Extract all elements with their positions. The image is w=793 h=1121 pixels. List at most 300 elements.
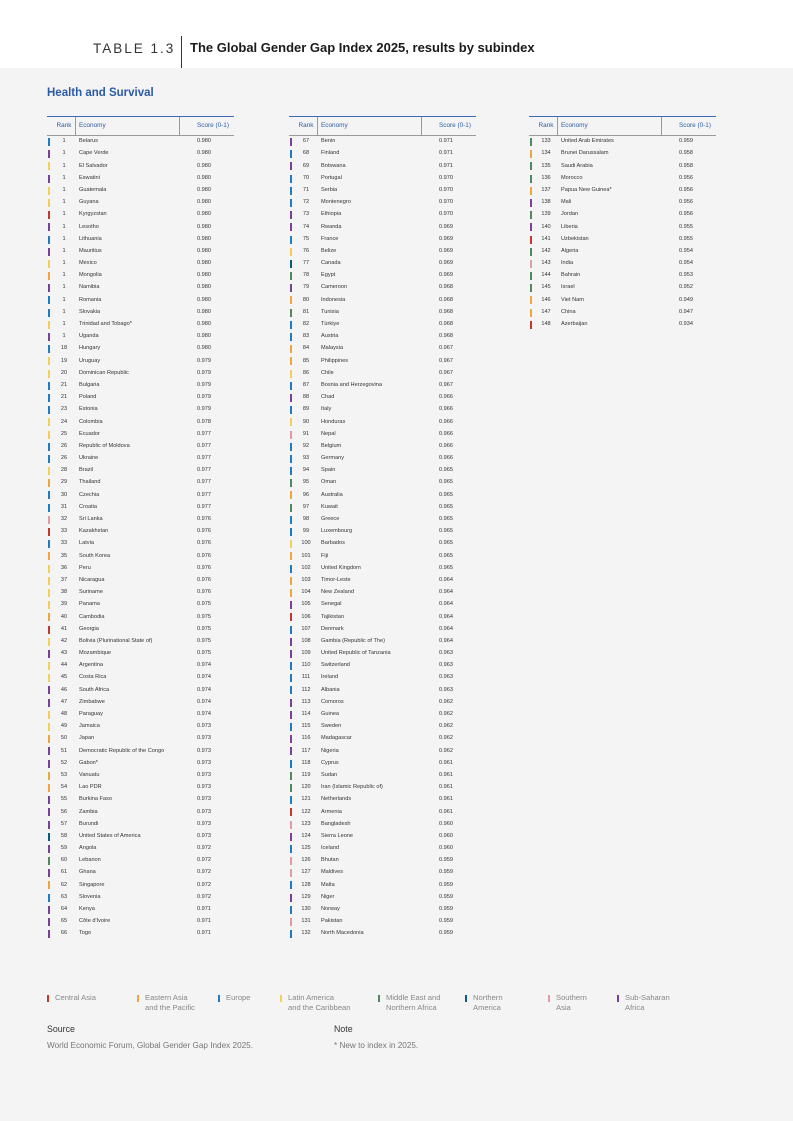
table-row bbox=[47, 538, 234, 550]
rank-cell: 52 bbox=[60, 759, 68, 766]
region-color-marker bbox=[290, 455, 292, 463]
score-cell: 0.980 bbox=[197, 174, 211, 181]
rank-cell: 62 bbox=[60, 881, 68, 888]
economy-cell: Czechia bbox=[79, 491, 100, 498]
region-color-marker bbox=[48, 138, 50, 146]
table-row bbox=[47, 465, 234, 477]
score-cell: 0.954 bbox=[679, 260, 693, 267]
table-row bbox=[289, 502, 476, 514]
economy-cell: Nepal bbox=[321, 430, 336, 437]
rank-cell: 119 bbox=[301, 771, 311, 778]
region-color-marker bbox=[290, 918, 292, 926]
economy-cell: France bbox=[321, 235, 339, 242]
table-row bbox=[47, 477, 234, 489]
economy-cell: Greece bbox=[321, 516, 340, 522]
score-cell: 0.979 bbox=[197, 394, 211, 401]
region-color-marker bbox=[48, 699, 50, 707]
region-color-marker bbox=[530, 248, 532, 256]
economy-cell: Slovakia bbox=[79, 308, 101, 315]
economy-cell: Bosnia and Herzegovina bbox=[321, 381, 382, 388]
economy-cell: Singapore bbox=[79, 881, 105, 888]
rank-cell: 58 bbox=[60, 832, 68, 839]
economy-cell: Jordan bbox=[561, 211, 579, 218]
region-color-marker bbox=[48, 674, 50, 682]
rank-cell: 54 bbox=[60, 784, 68, 791]
region-color-marker bbox=[48, 162, 50, 170]
rank-cell: 20 bbox=[60, 369, 68, 376]
rank-cell: 35 bbox=[60, 552, 68, 559]
table-row bbox=[529, 270, 716, 282]
rank-cell: 98 bbox=[302, 516, 310, 522]
score-cell: 0.976 bbox=[197, 589, 211, 596]
table-row bbox=[47, 575, 234, 587]
score-cell: 0.949 bbox=[679, 296, 693, 303]
economy-cell: Montenegro bbox=[321, 199, 351, 206]
region-color-marker bbox=[48, 906, 50, 914]
score-cell: 0.980 bbox=[197, 333, 211, 340]
economy-cell: Togo bbox=[79, 930, 92, 937]
rank-cell: 132 bbox=[301, 930, 311, 937]
region-color-marker bbox=[290, 211, 292, 219]
economy-cell: Guatemala bbox=[79, 186, 107, 193]
economy-cell: Maldives bbox=[321, 869, 344, 876]
table-row bbox=[289, 160, 476, 172]
economy-cell: Pakistan bbox=[321, 918, 343, 925]
economy-cell: Iceland bbox=[321, 845, 340, 852]
region-color-marker bbox=[48, 187, 50, 195]
score-cell: 0.965 bbox=[439, 467, 453, 474]
rank-cell: 137 bbox=[541, 186, 551, 193]
table-row bbox=[289, 258, 476, 270]
source-heading: Source bbox=[47, 1024, 75, 1034]
economy-cell: India bbox=[561, 260, 574, 267]
region-color-marker bbox=[48, 589, 50, 597]
table-row bbox=[289, 355, 476, 367]
score-cell: 0.956 bbox=[679, 186, 693, 193]
table-row bbox=[289, 855, 476, 867]
rank-cell: 45 bbox=[60, 674, 68, 681]
economy-cell: Latvia bbox=[79, 540, 94, 547]
rank-cell: 79 bbox=[302, 284, 310, 291]
rank-cell: 1 bbox=[62, 296, 66, 303]
economy-cell: Angola bbox=[79, 845, 97, 852]
economy-cell: Brunei Darussalam bbox=[561, 150, 609, 157]
rank-cell: 1 bbox=[62, 284, 66, 291]
region-color-marker bbox=[290, 357, 292, 365]
score-cell: 0.974 bbox=[197, 698, 211, 705]
score-cell: 0.969 bbox=[439, 235, 453, 242]
table-row bbox=[47, 636, 234, 648]
score-cell: 0.966 bbox=[439, 430, 453, 437]
score-cell: 0.975 bbox=[197, 601, 211, 608]
economy-header: Economy bbox=[561, 122, 588, 129]
economy-cell: Rwanda bbox=[321, 223, 342, 230]
score-cell: 0.959 bbox=[439, 881, 453, 888]
economy-cell: Iran (Islamic Republic of) bbox=[321, 784, 383, 791]
region-color-marker bbox=[48, 869, 50, 877]
score-cell: 0.963 bbox=[439, 686, 453, 693]
table-label: TABLE 1.3 bbox=[93, 41, 176, 56]
region-color-marker bbox=[530, 223, 532, 231]
table-row bbox=[47, 709, 234, 721]
economy-cell: Nicaragua bbox=[79, 576, 105, 583]
economy-cell: Jamaica bbox=[79, 723, 100, 730]
table-row bbox=[529, 294, 716, 306]
economy-cell: Switzerland bbox=[321, 662, 350, 669]
region-color-marker bbox=[290, 150, 292, 158]
region-color-marker bbox=[48, 394, 50, 402]
table-row bbox=[289, 294, 476, 306]
region-color-marker bbox=[48, 735, 50, 743]
rank-cell: 141 bbox=[541, 235, 551, 242]
region-color-marker bbox=[48, 370, 50, 378]
score-cell: 0.965 bbox=[439, 491, 453, 498]
region-color-marker bbox=[290, 175, 292, 183]
score-cell: 0.979 bbox=[197, 406, 211, 413]
economy-cell: Philippines bbox=[321, 357, 349, 364]
score-cell: 0.961 bbox=[439, 808, 453, 815]
economy-cell: Egypt bbox=[321, 272, 336, 279]
rank-cell: 56 bbox=[60, 808, 68, 815]
score-cell: 0.968 bbox=[439, 308, 453, 315]
table-header bbox=[289, 116, 476, 136]
region-color-marker bbox=[290, 199, 292, 207]
rank-cell: 1 bbox=[62, 150, 66, 157]
economy-cell: Cameroon bbox=[321, 284, 348, 291]
legend-label: Central Asia bbox=[55, 993, 96, 1002]
economy-cell: Georgia bbox=[79, 625, 99, 632]
score-cell: 0.960 bbox=[439, 845, 453, 852]
table-row bbox=[47, 331, 234, 343]
region-color-marker bbox=[48, 552, 50, 560]
score-cell: 0.965 bbox=[439, 479, 453, 486]
rank-cell: 95 bbox=[302, 479, 310, 486]
rank-cell: 40 bbox=[60, 613, 68, 620]
score-cell: 0.954 bbox=[679, 247, 693, 254]
economy-cell: Malaysia bbox=[321, 345, 344, 352]
table-row bbox=[289, 806, 476, 818]
score-cell: 0.961 bbox=[439, 796, 453, 803]
economy-cell: Ethiopia bbox=[321, 211, 342, 218]
score-cell: 0.972 bbox=[197, 893, 211, 900]
region-color-marker bbox=[48, 150, 50, 158]
economy-cell: Eswatini bbox=[79, 174, 100, 181]
economy-cell: Mexico bbox=[79, 260, 97, 267]
table-row bbox=[289, 331, 476, 343]
economy-cell: Canada bbox=[321, 260, 341, 267]
score-cell: 0.970 bbox=[439, 186, 453, 193]
legend-swatch bbox=[378, 995, 380, 1002]
score-cell: 0.974 bbox=[197, 711, 211, 717]
economy-cell: Chad bbox=[321, 394, 335, 401]
region-color-marker bbox=[290, 333, 292, 341]
region-color-marker bbox=[48, 796, 50, 804]
legend-swatch bbox=[465, 995, 467, 1002]
economy-cell: Madagascar bbox=[321, 735, 352, 742]
region-color-marker bbox=[48, 516, 50, 524]
table-row bbox=[47, 794, 234, 806]
score-cell: 0.959 bbox=[439, 930, 453, 937]
table-row bbox=[47, 672, 234, 684]
table-row bbox=[289, 721, 476, 733]
economy-cell: Timor-Leste bbox=[321, 576, 351, 583]
economy-cell: Croatia bbox=[79, 503, 98, 510]
rank-cell: 108 bbox=[301, 637, 311, 644]
score-cell: 0.958 bbox=[679, 150, 693, 157]
region-color-marker bbox=[290, 845, 292, 853]
region-color-marker bbox=[48, 455, 50, 463]
score-cell: 0.980 bbox=[197, 186, 211, 193]
rank-cell: 99 bbox=[302, 528, 310, 535]
economy-cell: Japan bbox=[79, 735, 95, 742]
legend-swatch bbox=[548, 995, 550, 1002]
rank-cell: 31 bbox=[60, 503, 68, 510]
economy-cell: Uganda bbox=[79, 333, 99, 340]
economy-cell: Azerbaijan bbox=[561, 321, 588, 327]
rank-cell: 21 bbox=[60, 381, 68, 388]
score-cell: 0.966 bbox=[439, 406, 453, 413]
table-row bbox=[47, 392, 234, 404]
score-cell: 0.967 bbox=[439, 345, 453, 352]
rank-cell: 138 bbox=[541, 199, 551, 206]
score-cell: 0.965 bbox=[439, 564, 453, 571]
table-row bbox=[289, 794, 476, 806]
rank-cell: 51 bbox=[60, 747, 68, 754]
economy-cell: Norway bbox=[321, 906, 340, 912]
region-color-marker bbox=[290, 577, 292, 585]
table-header bbox=[47, 116, 234, 136]
region-color-marker bbox=[48, 357, 50, 365]
score-cell: 0.970 bbox=[439, 211, 453, 218]
rank-cell: 148 bbox=[541, 321, 551, 327]
table-row bbox=[529, 246, 716, 258]
score-cell: 0.965 bbox=[439, 552, 453, 559]
score-cell: 0.966 bbox=[439, 394, 453, 401]
rank-cell: 68 bbox=[302, 150, 310, 157]
region-color-marker bbox=[48, 613, 50, 621]
score-cell: 0.976 bbox=[197, 552, 211, 559]
region-color-marker bbox=[290, 711, 292, 719]
economy-cell: Ireland bbox=[321, 674, 339, 681]
economy-cell: Costa Rica bbox=[79, 674, 107, 681]
region-color-marker bbox=[290, 406, 292, 414]
economy-cell: Lithuania bbox=[79, 235, 102, 242]
region-color-marker bbox=[48, 540, 50, 548]
region-color-marker bbox=[290, 638, 292, 646]
economy-cell: Albania bbox=[321, 686, 340, 693]
rank-cell: 1 bbox=[62, 321, 66, 327]
rank-cell: 59 bbox=[60, 845, 68, 852]
region-color-marker bbox=[48, 626, 50, 634]
economy-cell: Suriname bbox=[79, 589, 103, 596]
score-cell: 0.960 bbox=[439, 832, 453, 839]
page-header bbox=[0, 0, 793, 68]
table-row bbox=[289, 819, 476, 831]
table-row bbox=[289, 538, 476, 550]
table-row bbox=[289, 672, 476, 684]
score-cell: 0.959 bbox=[439, 893, 453, 900]
rank-cell: 42 bbox=[60, 637, 68, 644]
table-row bbox=[529, 221, 716, 233]
region-color-marker bbox=[530, 309, 532, 317]
region-color-marker bbox=[48, 662, 50, 670]
region-color-marker bbox=[290, 881, 292, 889]
score-cell: 0.959 bbox=[439, 857, 453, 864]
region-legend bbox=[0, 993, 793, 1017]
region-color-marker bbox=[48, 443, 50, 451]
table-row bbox=[47, 758, 234, 770]
score-cell: 0.979 bbox=[197, 357, 211, 364]
economy-cell: United Arab Emirates bbox=[561, 138, 614, 145]
region-color-marker bbox=[290, 552, 292, 560]
rank-cell: 37 bbox=[60, 576, 68, 583]
economy-cell: Brazil bbox=[79, 467, 93, 474]
economy-cell: Senegal bbox=[321, 601, 342, 608]
economy-cell: Belgium bbox=[321, 442, 342, 449]
score-cell: 0.961 bbox=[439, 771, 453, 778]
rank-cell: 48 bbox=[60, 711, 68, 717]
region-color-marker bbox=[48, 175, 50, 183]
score-cell: 0.969 bbox=[439, 247, 453, 254]
economy-cell: Belarus bbox=[79, 138, 98, 145]
rank-cell: 103 bbox=[301, 576, 311, 583]
economy-cell: Sierra Leone bbox=[321, 832, 354, 839]
economy-cell: Spain bbox=[321, 467, 336, 474]
economy-cell: Mozambique bbox=[79, 650, 112, 657]
table-row bbox=[289, 770, 476, 782]
region-color-marker bbox=[48, 601, 50, 609]
rank-cell: 1 bbox=[62, 174, 66, 181]
region-color-marker bbox=[290, 236, 292, 244]
region-color-marker bbox=[290, 784, 292, 792]
rank-cell: 64 bbox=[60, 906, 68, 912]
rank-cell: 105 bbox=[301, 601, 311, 608]
table-row bbox=[47, 782, 234, 794]
table-row bbox=[47, 587, 234, 599]
table-row bbox=[47, 867, 234, 879]
score-cell: 0.961 bbox=[439, 784, 453, 791]
region-color-marker bbox=[290, 248, 292, 256]
score-cell: 0.972 bbox=[197, 845, 211, 852]
rank-cell: 38 bbox=[60, 589, 68, 596]
rank-cell: 113 bbox=[301, 698, 311, 705]
score-cell: 0.980 bbox=[197, 162, 211, 169]
rank-cell: 32 bbox=[60, 516, 68, 522]
table-row bbox=[47, 282, 234, 294]
rank-cell: 147 bbox=[541, 308, 551, 315]
rank-cell: 66 bbox=[60, 930, 68, 937]
rank-cell: 1 bbox=[62, 186, 66, 193]
table-row bbox=[289, 879, 476, 891]
rank-cell: 93 bbox=[302, 455, 310, 462]
table-row bbox=[289, 745, 476, 757]
region-color-marker bbox=[48, 686, 50, 694]
region-color-marker bbox=[48, 309, 50, 317]
table-row bbox=[47, 416, 234, 428]
rank-cell: 114 bbox=[301, 711, 311, 717]
region-color-marker bbox=[48, 467, 50, 475]
table-row bbox=[47, 343, 234, 355]
score-cell: 0.975 bbox=[197, 625, 211, 632]
rank-cell: 125 bbox=[301, 845, 311, 852]
region-color-marker bbox=[290, 418, 292, 426]
table-row bbox=[47, 173, 234, 185]
title-separator bbox=[181, 36, 182, 68]
legend-label: Europe bbox=[226, 993, 251, 1002]
score-cell: 0.976 bbox=[197, 564, 211, 571]
rank-cell: 134 bbox=[541, 150, 551, 157]
economy-cell: Israel bbox=[561, 284, 575, 291]
score-cell: 0.962 bbox=[439, 698, 453, 705]
rank-cell: 120 bbox=[301, 784, 311, 791]
region-color-marker bbox=[48, 577, 50, 585]
region-color-marker bbox=[48, 479, 50, 487]
score-cell: 0.980 bbox=[197, 272, 211, 279]
region-color-marker bbox=[290, 674, 292, 682]
rank-cell: 53 bbox=[60, 771, 68, 778]
table-row bbox=[289, 148, 476, 160]
region-color-marker bbox=[48, 491, 50, 499]
header-divider bbox=[317, 117, 318, 135]
economy-cell: Romania bbox=[79, 296, 102, 303]
table-row bbox=[47, 684, 234, 696]
table-row bbox=[47, 855, 234, 867]
table-row bbox=[289, 733, 476, 745]
region-color-marker bbox=[48, 711, 50, 719]
region-color-marker bbox=[530, 150, 532, 158]
rank-cell: 111 bbox=[301, 674, 311, 681]
table-header bbox=[529, 116, 716, 136]
score-cell: 0.973 bbox=[197, 784, 211, 791]
economy-cell: Botswana bbox=[321, 162, 346, 169]
score-cell: 0.973 bbox=[197, 771, 211, 778]
rank-cell: 81 bbox=[302, 308, 310, 315]
table-row bbox=[289, 526, 476, 538]
region-color-marker bbox=[290, 589, 292, 597]
economy-cell: Peru bbox=[79, 564, 91, 571]
economy-cell: Fiji bbox=[321, 552, 329, 559]
economy-cell: United Kingdom bbox=[321, 564, 361, 571]
rank-cell: 1 bbox=[62, 211, 66, 218]
region-color-marker bbox=[48, 845, 50, 853]
economy-cell: Ukraine bbox=[79, 455, 99, 462]
economy-cell: Malta bbox=[321, 881, 335, 888]
rank-cell: 112 bbox=[301, 686, 311, 693]
economy-cell: United States of America bbox=[79, 832, 141, 839]
table-row bbox=[289, 624, 476, 636]
rank-cell: 1 bbox=[62, 138, 66, 145]
rank-cell: 144 bbox=[541, 272, 551, 279]
table-row bbox=[47, 928, 234, 940]
table-row bbox=[47, 697, 234, 709]
score-cell: 0.977 bbox=[197, 479, 211, 486]
region-color-marker bbox=[530, 272, 532, 280]
economy-cell: Germany bbox=[321, 455, 345, 462]
region-color-marker bbox=[48, 223, 50, 231]
economy-cell: Burkina Faso bbox=[79, 796, 112, 803]
economy-cell: Namibia bbox=[79, 284, 100, 291]
economy-cell: Bhutan bbox=[321, 857, 339, 864]
rank-cell: 110 bbox=[301, 662, 311, 669]
table-row bbox=[47, 368, 234, 380]
economy-cell: Chile bbox=[321, 369, 334, 376]
region-color-marker bbox=[290, 833, 292, 841]
score-cell: 0.980 bbox=[197, 211, 211, 218]
rank-cell: 136 bbox=[541, 174, 551, 181]
region-color-marker bbox=[290, 491, 292, 499]
table-row bbox=[289, 758, 476, 770]
rank-cell: 87 bbox=[302, 381, 310, 388]
